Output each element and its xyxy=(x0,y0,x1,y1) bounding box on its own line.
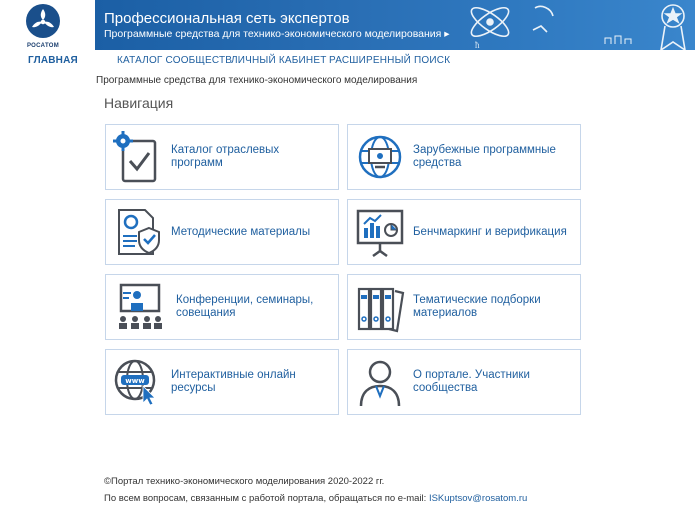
card-label: Зарубежные программные средства xyxy=(413,144,556,169)
footer-copyright: ©Портал технико-экономического моделирования 2020-2022 гг. xyxy=(104,476,385,487)
card-industry-catalog[interactable] xyxy=(105,124,339,190)
card-thematic-collections[interactable] xyxy=(347,274,581,340)
rosatom-logo-icon xyxy=(25,3,61,39)
document-shield-icon xyxy=(113,206,163,258)
card-benchmarking[interactable] xyxy=(347,199,581,265)
globe-monitor-icon xyxy=(355,131,405,183)
card-label: Бенчмаркинг и верификация xyxy=(413,225,567,238)
header xyxy=(0,0,695,50)
svg-text:ħ: ħ xyxy=(475,40,480,50)
top-navigation xyxy=(0,54,695,70)
breadcrumb[interactable]: Программные средства для технико-экономического моделирования xyxy=(96,75,418,86)
card-label: Тематические подборки материалов xyxy=(413,294,541,319)
rosatom-logo[interactable] xyxy=(18,3,68,49)
nav-personal-account[interactable]: ЛИЧНЫЙ КАБИНЕТ xyxy=(231,55,327,66)
card-about-portal[interactable] xyxy=(347,349,581,415)
presentation-chart-icon xyxy=(355,206,405,258)
catalog-check-gear-icon xyxy=(113,131,163,183)
card-foreign-software[interactable] xyxy=(347,124,581,190)
card-label: Каталог отраслевых программ xyxy=(171,144,280,169)
site-title[interactable]: Профессиональная сеть экспертов xyxy=(104,10,350,27)
site-subtitle[interactable]: Программные средства для технико-экономического моделирования ▸ xyxy=(104,28,450,40)
banner-decoration-icon xyxy=(445,0,695,50)
footer-contact-text: По всем вопросам, связанным с работой портала, обращаться по e-mail: xyxy=(104,493,429,504)
footer-contact xyxy=(104,493,527,504)
section-title: Навигация xyxy=(104,95,174,111)
footer-email-link[interactable]: ISKuptsov@rosatom.ru xyxy=(428,493,528,504)
card-interactive-resources[interactable] xyxy=(105,349,339,415)
card-label: Методические материалы xyxy=(171,225,311,238)
binders-icon xyxy=(355,281,405,333)
card-label: О портале. Участники сообщества xyxy=(413,369,530,394)
header-banner xyxy=(95,0,695,50)
nav-home[interactable]: ГЛАВНАЯ xyxy=(28,55,78,66)
conference-icon xyxy=(113,281,163,333)
user-icon xyxy=(355,356,405,408)
card-label: Интерактивные онлайн ресурсы xyxy=(171,369,296,394)
logo-text: РОСАТОМ xyxy=(26,43,60,49)
nav-advanced-search[interactable]: РАСШИРЕННЫЙ ПОИСК xyxy=(329,55,451,66)
card-label: Конференции, семинары, совещания xyxy=(176,294,314,319)
card-methodical-materials[interactable] xyxy=(105,199,339,265)
svg-text:www: www xyxy=(125,377,145,385)
card-conferences[interactable] xyxy=(105,274,339,340)
nav-communities-catalog[interactable]: КАТАЛОГ СООБЩЕСТВ xyxy=(117,55,233,66)
www-globe-cursor-icon xyxy=(113,356,163,408)
